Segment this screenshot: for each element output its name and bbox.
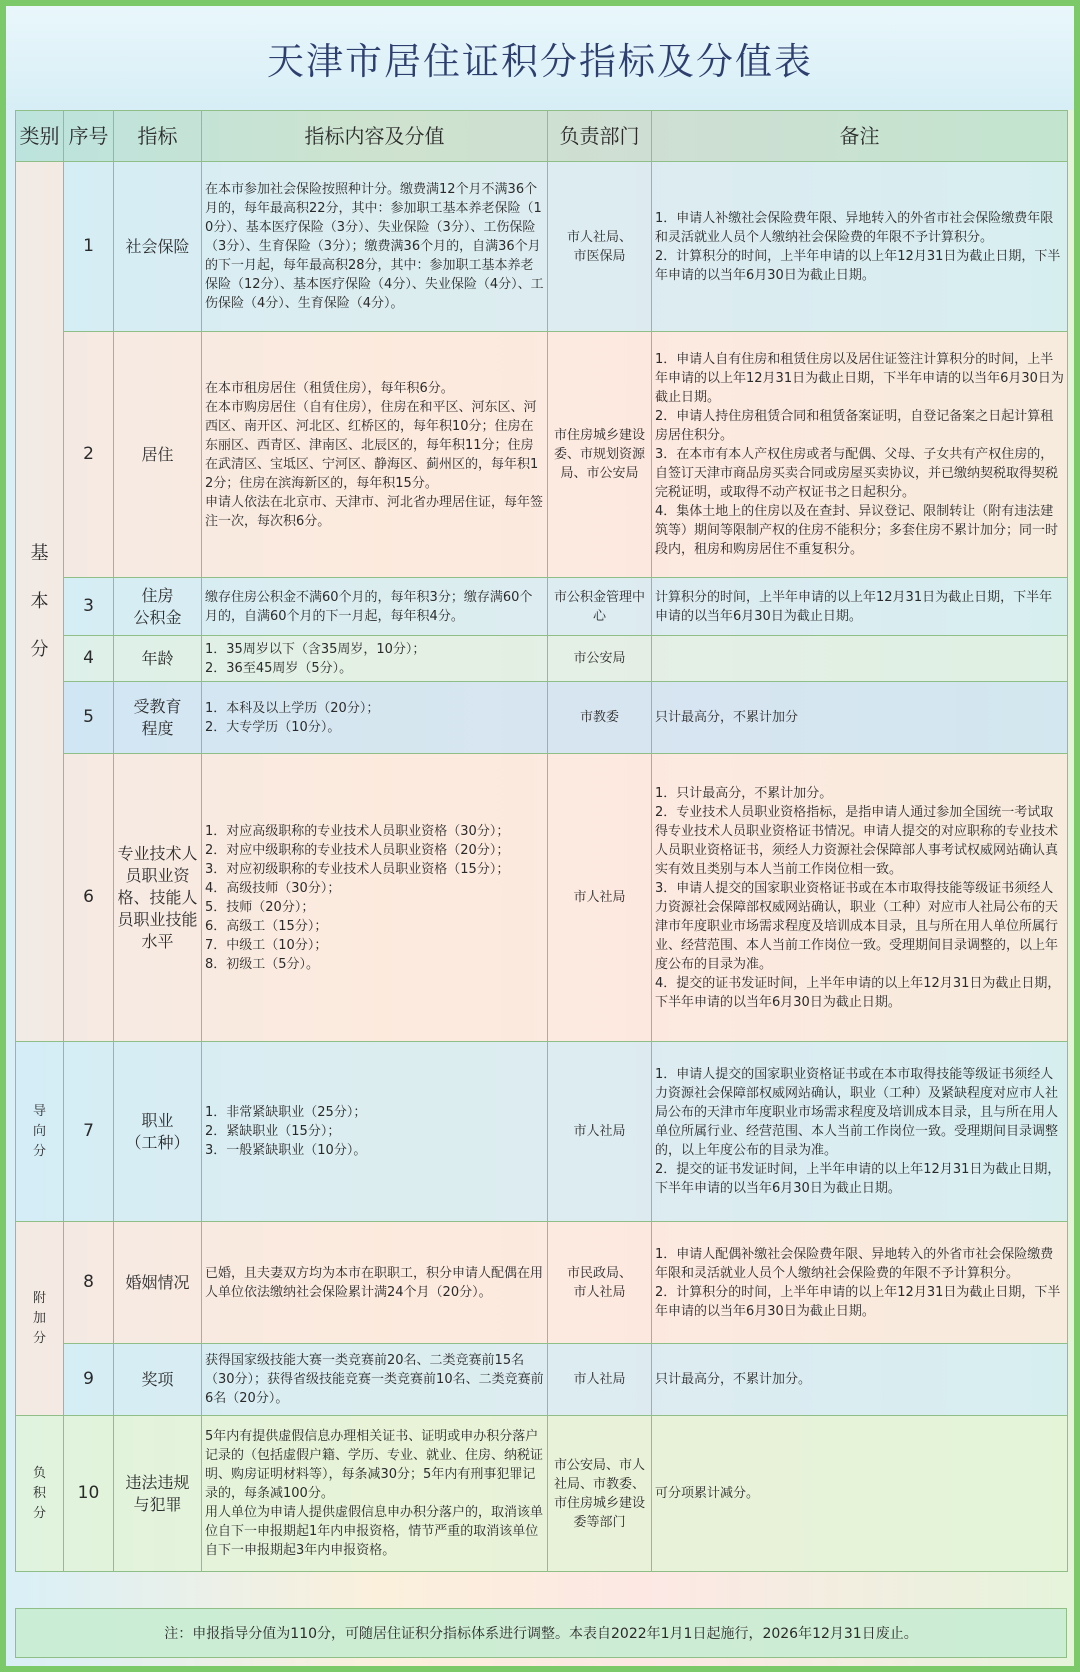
table-row xyxy=(16,332,1068,578)
row-notes: 只计最高分，不累计加分。 xyxy=(652,1344,1068,1416)
row-department: 市人社局 xyxy=(548,1344,652,1416)
row-content: 在本市参加社会保险按照种计分。缴费满12个月不满36个月的，每年最高积22分，其中：参加职工基本养老保险（10分）、基本医疗保险（3分）、失业保险（3分）、工伤保险（3分）、生育保险（3分）；缴费满36个月的，自满36个月的下一月起，每年最高积28分，其中：参加职工基本养老保险（12分）、基本医疗保险（4分）、失业保险（4分）、工伤保险（4分）、生育保险（4分）。 xyxy=(202,162,548,332)
row-notes: 1．只计最高分，不累计加分。 2．专业技术人员职业资格指标，是指申请人通过参加全国统一考试取得专业技术人员职业资格证书情况。申请人提交的对应职称的专业技术人员职业资格证书，须经人力资源社会保障部人事考试权威网站确认真实有效且类别与本人当前工作岗位相一致。 3．申请人提交的国家职业资格证书或在本市取得技能等级证书须经人力资源社会保障部权威网站确认，职业（工种）对应市人社局公布的天津市年度职业市场需求程度及培训成本目录，且与所在用人单位所属行业、经营范围、本人当前工作岗位一致。受理期间目录调整的，以上年度公布的目录为准。 4．提交的证书发证时间，上半年申请的以上年12月31日为截止日期，下半年申请的以当年6月30日为截止日期。 xyxy=(652,754,1068,1042)
score-table xyxy=(15,110,1068,1572)
footer-note: 注：申报指导分值为110分，可随居住证积分指标体系进行调整。本表自2022年1月1日起施行，2026年12月31日废止。 xyxy=(15,1608,1067,1658)
row-number: 1 xyxy=(64,162,114,332)
row-indicator: 年龄 xyxy=(114,636,202,682)
table-row xyxy=(16,636,1068,682)
row-number: 8 xyxy=(64,1222,114,1344)
table-row xyxy=(16,578,1068,636)
row-content: 1．对应高级职称的专业技术人员职业资格（30分）； 2．对应中级职称的专业技术人员职业资格（20分）； 3．对应初级职称的专业技术人员职业资格（15分）； 4．高级技师（30分）； 5．技师（20分）； 6．高级工（15分）； 7．中级工（10分）； 8．初级工（5分）。 xyxy=(202,754,548,1042)
row-content: 1．35周岁以下（含35周岁，10分）； 2．36至45周岁（5分）。 xyxy=(202,636,548,682)
row-content: 1．非常紧缺职业（25分）； 2．紧缺职业（15分）； 3．一般紧缺职业（10分）。 xyxy=(202,1042,548,1222)
row-indicator: 专业技术人员职业资格、技能人员职业技能水平 xyxy=(114,754,202,1042)
row-department: 市人社局 xyxy=(548,754,652,1042)
row-indicator: 居住 xyxy=(114,332,202,578)
row-number: 7 xyxy=(64,1042,114,1222)
row-department: 市民政局、 市人社局 xyxy=(548,1222,652,1344)
row-indicator: 职业 （工种） xyxy=(114,1042,202,1222)
row-notes xyxy=(652,636,1068,682)
row-indicator: 住房 公积金 xyxy=(114,578,202,636)
row-content: 5年内有提供虚假信息办理相关证书、证明或申办积分落户记录的（包括虚假户籍、学历、专业、就业、住房、纳税证明、购房证明材料等），每条减30分；5年内有刑事犯罪记录的，每条减100分。 用人单位为申请人提供虚假信息申办积分落户的，取消该单位自下一申报期起1年内申报资格，情节严重的取消该单位自下一申报期起3年内申报资格。 xyxy=(202,1416,548,1572)
row-indicator: 奖项 xyxy=(114,1344,202,1416)
header-notes: 备注 xyxy=(652,111,1068,162)
category-guide: 导 向 分 xyxy=(16,1042,64,1222)
row-department: 市教委 xyxy=(548,682,652,754)
row-number: 9 xyxy=(64,1344,114,1416)
row-content: 1．本科及以上学历（20分）； 2．大专学历（10分）。 xyxy=(202,682,548,754)
header-department: 负责部门 xyxy=(548,111,652,162)
row-number: 6 xyxy=(64,754,114,1042)
row-department: 市公安局、市人社局、市教委、市住房城乡建设委等部门 xyxy=(548,1416,652,1572)
table-row xyxy=(16,1416,1068,1572)
table-header-row xyxy=(16,111,1068,162)
table-row xyxy=(16,1344,1068,1416)
table-row xyxy=(16,682,1068,754)
row-content: 获得国家级技能大赛一类竞赛前20名、二类竞赛前15名（30分）；获得省级技能竞赛一类竞赛前10名、二类竞赛前6名（20分）。 xyxy=(202,1344,548,1416)
row-number: 5 xyxy=(64,682,114,754)
row-department: 市人社局、 市医保局 xyxy=(548,162,652,332)
row-number: 4 xyxy=(64,636,114,682)
row-notes: 可分项累计减分。 xyxy=(652,1416,1068,1572)
row-content: 已婚，且夫妻双方均为本市在职职工，积分申请人配偶在用人单位依法缴纳社会保险累计满24个月（20分）。 xyxy=(202,1222,548,1344)
row-notes: 只计最高分，不累计加分 xyxy=(652,682,1068,754)
table-row xyxy=(16,1222,1068,1344)
row-department: 市住房城乡建设委、市规划资源局、市公安局 xyxy=(548,332,652,578)
row-number: 2 xyxy=(64,332,114,578)
row-indicator: 违法违规 与犯罪 xyxy=(114,1416,202,1572)
category-basic: 基 本 分 xyxy=(16,162,64,1042)
table-row xyxy=(16,162,1068,332)
header-indicator: 指标 xyxy=(114,111,202,162)
header-content: 指标内容及分值 xyxy=(202,111,548,162)
row-notes: 1．申请人补缴社会保险费年限、异地转入的外省市社会保险缴费年限和灵活就业人员个人缴纳社会保险费的年限不予计算积分。 2．计算积分的时间，上半年申请的以上年12月31日为截止日期，下半年申请的以当年6月30日为截止日期。 xyxy=(652,162,1068,332)
header-number: 序号 xyxy=(64,111,114,162)
row-notes: 1．申请人配偶补缴社会保险费年限、异地转入的外省市社会保险缴费年限和灵活就业人员个人缴纳社会保险费的年限不予计算积分。 2．计算积分的时间，上半年申请的以上年12月31日为截止日期，下半年申请的以当年6月30日为截止日期。 xyxy=(652,1222,1068,1344)
category-extra: 附 加 分 xyxy=(16,1222,64,1416)
row-notes: 计算积分的时间，上半年申请的以上年12月31日为截止日期，下半年申请的以当年6月30日为截止日期。 xyxy=(652,578,1068,636)
page-title: 天津市居住证积分指标及分值表 xyxy=(6,6,1074,110)
category-negative: 负 积 分 xyxy=(16,1416,64,1572)
row-number: 10 xyxy=(64,1416,114,1572)
row-department: 市公积金管理中心 xyxy=(548,578,652,636)
table-row xyxy=(16,754,1068,1042)
row-content: 在本市租房居住（租赁住房），每年积6分。 在本市购房居住（自有住房），住房在和平区、河东区、河西区、南开区、河北区、红桥区的，每年积10分；住房在东丽区、西青区、津南区、北辰区的，每年积11分；住房在武清区、宝坻区、宁河区、静海区、蓟州区的，每年积12分；住房在滨海新区的，每年积15分。 申请人依法在北京市、天津市、河北省办理居住证，每年签注一次，每次积6分。 xyxy=(202,332,548,578)
score-sheet xyxy=(6,6,1074,1666)
table-row xyxy=(16,1042,1068,1222)
row-content: 缴存住房公积金不满60个月的，每年积3分；缴存满60个月的，自满60个月的下一月起，每年积4分。 xyxy=(202,578,548,636)
row-department: 市公安局 xyxy=(548,636,652,682)
header-category: 类别 xyxy=(16,111,64,162)
row-notes: 1．申请人提交的国家职业资格证书或在本市取得技能等级证书须经人力资源社会保障部权威网站确认，职业（工种）及紧缺程度对应市人社局公布的天津市年度职业市场需求程度及培训成本目录，且与所在用人单位所属行业、经营范围、本人当前工作岗位一致。受理期间目录调整的，以上年度公布的目录为准。 2．提交的证书发证时间，上半年申请的以上年12月31日为截止日期，下半年申请的以当年6月30日为截止日期。 xyxy=(652,1042,1068,1222)
row-indicator: 受教育 程度 xyxy=(114,682,202,754)
row-department: 市人社局 xyxy=(548,1042,652,1222)
row-notes: 1．申请人自有住房和租赁住房以及居住证签注计算积分的时间，上半年申请的以上年12月31日为截止日期，下半年申请的以当年6月30日为截止日期。 2．申请人持住房租赁合同和租赁备案证明，自登记备案之日起计算租房居住积分。 3．在本市有本人产权住房或者与配偶、父母、子女共有产权住房的，自签订天津市商品房买卖合同或房屋买卖协议，并已缴纳契税取得契税完税证明，或取得不动产权证书之日起积分。 4．集体土地上的住房以及在查封、异议登记、限制转让（附有违法建筑等）期间等限制产权的住房不能积分；多套住房不累计加分；同一时段内，租房和购房居住不重复积分。 xyxy=(652,332,1068,578)
row-indicator: 婚姻情况 xyxy=(114,1222,202,1344)
row-indicator: 社会保险 xyxy=(114,162,202,332)
row-number: 3 xyxy=(64,578,114,636)
